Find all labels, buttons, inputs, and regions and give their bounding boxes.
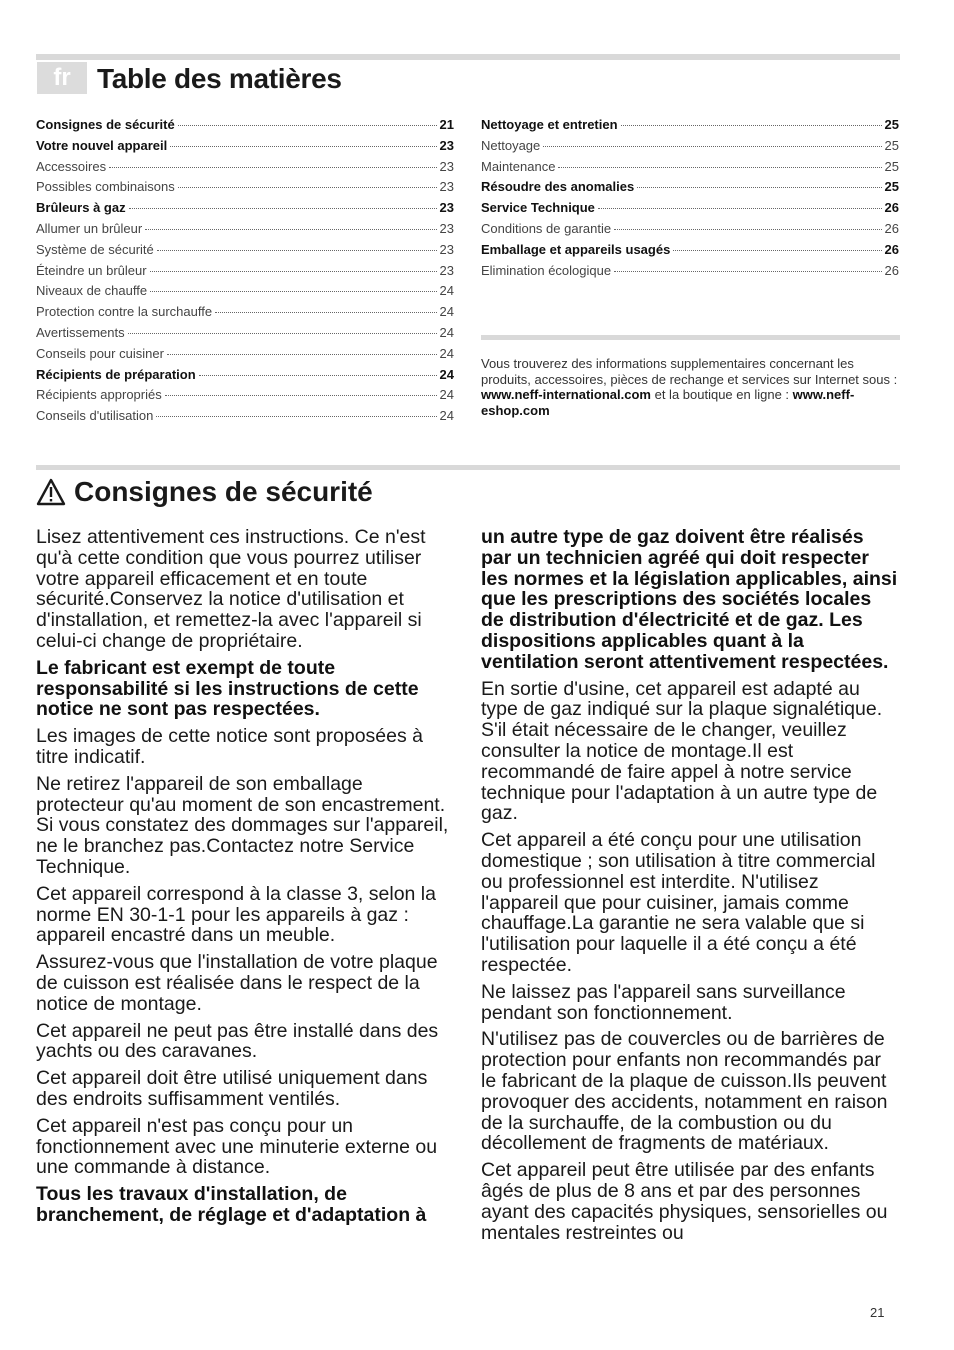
toc-entry[interactable]: [36, 283, 454, 304]
toc-entry[interactable]: [36, 200, 454, 221]
toc-entry-page: 25: [884, 137, 899, 153]
toc-leader-dots: [558, 167, 881, 168]
toc-leader-dots: [145, 229, 436, 230]
toc-entry-label: Consignes de sécurité: [36, 117, 175, 132]
info-link-international[interactable]: www.neff-international.com: [481, 387, 651, 402]
toc-entry-page: 23: [439, 158, 454, 174]
body-paragraph: Ne laissez pas l'appareil sans surveillance pendant son fonctionnement.: [481, 980, 846, 1024]
toc-entry[interactable]: [36, 242, 454, 263]
language-badge: fr: [37, 62, 87, 94]
toc-leader-dots: [165, 395, 437, 396]
toc-leader-dots: [150, 291, 436, 292]
toc-entry-label: Brûleurs à gaz: [36, 200, 126, 216]
toc-leader-dots: [199, 375, 437, 376]
toc-entry-label: Système de sécurité: [36, 241, 154, 257]
toc-leader-dots: [157, 250, 437, 251]
toc-leader-dots: [167, 354, 437, 355]
toc-entry-page: 23: [439, 137, 454, 153]
toc-leader-dots: [128, 333, 437, 334]
toc-entry[interactable]: [36, 138, 454, 159]
toc-entry-page: 24: [439, 366, 454, 382]
toc-leader-dots: [215, 312, 436, 313]
toc-leader-dots: [178, 187, 437, 188]
section-title: [36, 474, 373, 510]
toc-entry-page: 25: [884, 158, 899, 174]
toc-entry-label: Conseils pour cuisiner: [36, 345, 164, 361]
body-paragraph: Cet appareil ne peut pas être installé dans des yachts ou des caravanes.: [36, 1019, 439, 1063]
toc-entry-label: Maintenance: [481, 158, 556, 174]
toc-leader-dots: [543, 146, 881, 147]
toc-leader-dots: [637, 187, 881, 188]
toc-entry[interactable]: [36, 179, 454, 200]
toc-entry-label: Protection contre la surchauffe: [36, 304, 213, 320]
toc-entry[interactable]: [36, 387, 454, 408]
page-number: 21: [870, 1305, 885, 1320]
toc-entry[interactable]: [481, 242, 899, 263]
toc-leader-dots: [598, 208, 882, 209]
info-link-eshop[interactable]: www.neff-eshop.com: [481, 387, 855, 418]
toc-entry-label: Nettoyage: [481, 137, 541, 153]
toc-entry-page: 24: [439, 324, 454, 340]
toc-entry-label: Niveaux de chauffe: [36, 283, 148, 299]
bold-paragraph: Tous les travaux d'installation, de branchement, de réglage et d'adaptation à: [36, 1183, 427, 1226]
toc-entry-page: 26: [884, 220, 899, 236]
toc-entry-label: Votre nouvel appareil: [36, 137, 168, 153]
toc-leader-dots: [178, 125, 437, 126]
toc-entry[interactable]: [36, 325, 454, 346]
toc-entry-page: 24: [439, 345, 454, 361]
toc-entry-label: Service Technique: [481, 200, 595, 216]
toc-entry-label: Récipients de préparation: [36, 366, 196, 382]
toc-entry[interactable]: [481, 117, 899, 138]
toc-entry-label: Emballage et appareils usagés: [481, 241, 671, 257]
toc-entry-label: Récipients appropriés: [36, 387, 162, 403]
toc-entry[interactable]: [481, 159, 899, 180]
info-text-1: Vous trouverez des informations supplementaires concernant les produits, accessoires, pièces de rechange et services sur Internet sous :: [481, 356, 898, 387]
toc-right-column: [481, 117, 899, 283]
toc-entry-label: Possibles combinaisons: [36, 179, 175, 195]
toc-entry[interactable]: [36, 367, 454, 388]
toc-entry-page: 26: [884, 200, 899, 216]
toc-leader-dots: [614, 229, 881, 230]
toc-entry-page: 24: [439, 387, 454, 403]
toc-entry[interactable]: [36, 304, 454, 325]
toc-entry-page: 24: [439, 408, 454, 424]
toc-entry-page: 23: [439, 179, 454, 195]
toc-entry[interactable]: [481, 263, 899, 284]
body-paragraph: Cet appareil correspond à la classe 3, selon la norme EN 30-1-1 pour les appareils à gaz : appareil encastré dans un meuble.: [36, 882, 436, 947]
section-title-text: Consignes de sécurité: [74, 476, 373, 507]
toc-leader-dots: [621, 125, 882, 126]
toc-entry-page: 26: [884, 262, 899, 278]
toc-entry-label: Elimination écologique: [481, 262, 612, 278]
warning-triangle-icon: [36, 478, 66, 506]
toc-leader-dots: [170, 146, 436, 147]
info-text-2: et la boutique en ligne :: [650, 387, 793, 402]
info-paragraph: [481, 356, 901, 418]
toc-leader-dots: [614, 271, 881, 272]
toc-entry[interactable]: [36, 159, 454, 180]
toc-entry-page: 25: [884, 117, 899, 132]
body-paragraph: Cet appareil peut être utilisée par des enfants âgés de plus de 8 ans et par des personnes ayant des capacités physiques, sensorielles ou mentales restreintes ou: [481, 1159, 888, 1244]
body-paragraph: Assurez-vous que l'installation de votre plaque de cuisson est réalisée dans le respect de la notice de montage.: [36, 951, 438, 1015]
toc-left-column: [36, 117, 454, 429]
toc-entry[interactable]: [481, 200, 899, 221]
body-paragraph: Les images de cette notice sont proposées à titre indicatif.: [36, 725, 423, 768]
toc-leader-dots: [129, 208, 437, 209]
toc-entry-label: Éteindre un brûleur: [36, 262, 147, 278]
toc-leader-dots: [150, 271, 437, 272]
toc-entry-page: 26: [884, 241, 899, 257]
toc-entry-label: Résoudre des anomalies: [481, 179, 635, 195]
body-left-column: [36, 527, 454, 1232]
toc-entry-label: Accessoires: [36, 158, 107, 174]
toc-entry-label: Nettoyage et entretien: [481, 117, 618, 132]
body-paragraph: Ne retirez l'appareil de son emballage protecteur qu'au moment de son encastrement. Si vous constatez des dommages sur l'appareil, ne le branchez pas.Contactez notre Service Technique.: [36, 772, 449, 878]
body-paragraph: N'utilisez pas de couvercles ou de barrières de protection pour enfants non recommandés par le fabricant de la plaque de cuisson.Ils peuvent provoquer des accidents, notamment en raison de la surchauffe, de la combustion ou du décollement de fragments de matériaux.: [481, 1028, 888, 1155]
info-divider: [481, 335, 900, 340]
toc-entry-label: Conseils d'utilisation: [36, 408, 154, 424]
toc-entry-page: 24: [439, 304, 454, 320]
toc-entry[interactable]: [36, 263, 454, 284]
body-paragraph: Cet appareil n'est pas conçu pour un fonctionnement avec une minuterie externe ou une commande à distance.: [36, 1114, 438, 1179]
toc-entry-page: 23: [439, 200, 454, 216]
toc-leader-dots: [109, 167, 436, 168]
toc-leader-dots: [673, 250, 881, 251]
toc-entry[interactable]: [481, 138, 899, 159]
toc-entry[interactable]: [36, 408, 454, 429]
toc-entry[interactable]: [481, 221, 899, 242]
toc-entry[interactable]: [36, 221, 454, 242]
toc-entry-page: 25: [884, 179, 899, 195]
toc-entry-page: 23: [439, 220, 454, 236]
toc-entry[interactable]: [36, 346, 454, 367]
toc-entry[interactable]: [481, 179, 899, 200]
body-right-column: [481, 527, 899, 1249]
toc-entry-label: Avertissements: [36, 324, 125, 340]
toc-entry-label: Allumer un brûleur: [36, 220, 143, 236]
toc-entry-page: 21: [439, 117, 454, 132]
toc-entry-label: Conditions de garantie: [481, 220, 612, 236]
body-paragraph: Lisez attentivement ces instructions. Ce n'est qu'à cette condition que vous pourrez utiliser votre appareil efficacement et en toute sécurité.Conservez la notice d'utilisation et d'installation, et remettez-la avec l'appareil si celui-ci change de propriétaire.: [36, 526, 426, 652]
toc-entry-page: 23: [439, 241, 454, 257]
bold-paragraph: Le fabricant est exempt de toute responsabilité si les instructions de cette notice ne sont pas respectées.: [36, 656, 419, 721]
toc-title: Table des matières: [97, 63, 342, 94]
toc-entry[interactable]: [36, 117, 454, 138]
body-paragraph: Cet appareil doit être utilisé uniquement dans des endroits suffisamment ventilés.: [36, 1067, 428, 1110]
body-paragraph: Cet appareil a été conçu pour une utilisation domestique ; son utilisation à titre commercial ou professionnel est interdite. N'utilisez l'appareil que pour cuisiner, jamais comme chauffage.La garantie ne sera valable que si l'utilisation pour laquelle il a été conçu a été respectée.: [481, 829, 876, 976]
toc-leader-dots: [156, 416, 436, 417]
bold-paragraph: un autre type de gaz doivent être réalisés par un technicien agréé qui doit respecter les normes et la législation applicables, ainsi que les prescriptions des sociétés locales de distribution d'électricité et de gaz. Les dispositions applicables quant à la ventilation seront attentivement respectées.: [481, 526, 898, 673]
toc-entry-page: 23: [439, 262, 454, 278]
toc-entry-page: 24: [439, 283, 454, 299]
section-divider: [36, 465, 900, 470]
body-paragraph: En sortie d'usine, cet appareil est adapté au type de gaz indiqué sur la plaque signalétique. S'il était nécessaire de le changer, veuillez consulter la notice de montage.Il est recommandé de faire appel à notre service technique pour l'adaptation à un autre type de gaz.: [481, 677, 883, 825]
